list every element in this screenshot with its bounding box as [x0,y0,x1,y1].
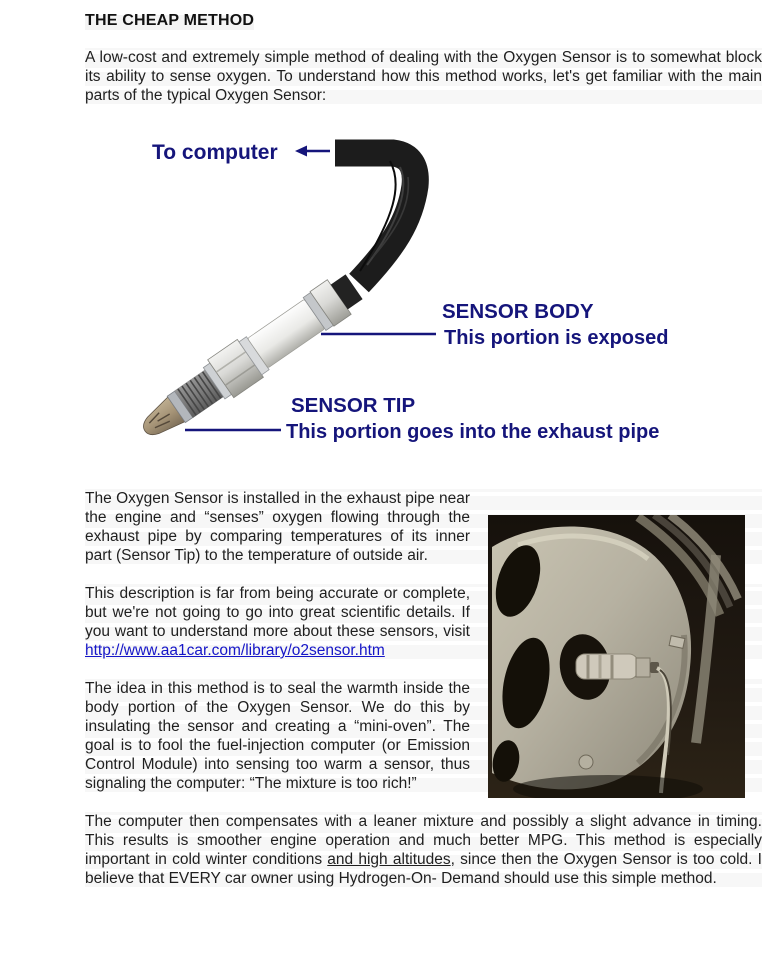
o2sensor-article-link[interactable]: http://www.aa1car.com/library/o2sensor.htm [85,642,385,659]
sensor-tip-caption: This portion goes into the exhaust pipe [286,421,660,443]
sensor-diagram-svg [97,125,737,482]
sensor-body-label: SENSOR BODY [442,300,594,323]
closing-underlined-phrase: and high altitudes [327,851,451,868]
oxygen-sensor-diagram [85,125,762,482]
sensor-tip-label: SENSOR TIP [291,394,416,417]
document-page [85,0,762,888]
page-title: THE CHEAP METHOD [85,12,255,29]
sensor-installed-paragraph: The Oxygen Sensor is installed in the exhaust pipe near the engine and “senses” oxygen flowing through the exhaust pipe by comparing temperatures of its inner part (Sensor Tip) to the temperature of outside air. [85,489,762,565]
engine-photo-svg [488,515,745,798]
closing-text-end: , since then the Oxygen Sensor is too cold. I believe that EVERY car owner using Hydrogen-On- Demand should use this simple method. [85,851,762,887]
description-text: This description is far from being accurate or complete, but we're not going to go into great scientific details. If you want to understand more about these sensors, visit [85,585,470,640]
to-computer-label: To computer [152,141,278,164]
engine-photo [488,515,745,798]
installed-sensor-section [85,489,762,793]
left-arrow-icon [295,146,330,157]
sensor-cable [335,153,415,283]
intro-paragraph: A low-cost and extremely simple method of dealing with the Oxygen Sensor is to somewhat block its ability to sense oxygen. To understand how this method works, let's get familiar with the main parts of the typical Oxygen Sensor: [85,49,762,104]
closing-paragraph [85,812,762,888]
method-idea-paragraph: The idea in this method is to seal the warmth inside the body portion of the Oxygen Sensor. We do this by insulating the sensor and creating a “mini-oven”. The goal is to fool the fuel-injection computer (or Emission Control Module) into sensing too warm a sensor, thus signaling the computer: “The mixture is too rich!” [85,679,762,793]
closing-text-start: The computer then compensates with a leaner mixture and possibly a slight advance in timing. This results is smoother engine operation and much better MPG. This method is especially important in cold winter conditions [85,813,762,868]
sensor-body-caption: This portion is exposed [444,327,669,349]
